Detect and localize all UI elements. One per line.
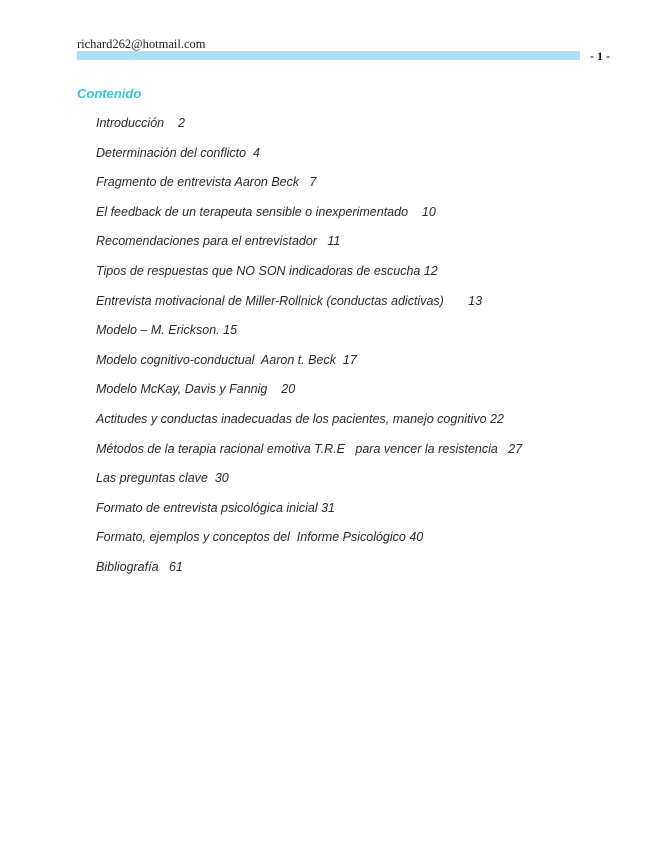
toc-item-modelo-cognitivo[interactable]: Modelo cognitivo-conductual Aaron t. Beck 17 xyxy=(96,352,357,367)
toc-item-metodos-tre[interactable]: Métodos de la terapia racional emotiva T.R.E para vencer la resistencia 27 xyxy=(96,441,523,456)
toc-title: Contenido xyxy=(77,86,142,101)
toc-item-formato-entrevista[interactable]: Formato de entrevista psicológica inicial 31 xyxy=(96,500,336,515)
toc-item-fragmento-entrevista[interactable]: Fragmento de entrevista Aaron Beck 7 xyxy=(96,175,317,190)
toc-item-determinacion-conflicto[interactable]: Determinación del conflicto 4 xyxy=(96,145,260,160)
toc-list xyxy=(96,114,636,588)
page-number: - 1 - xyxy=(590,49,610,63)
toc-item-preguntas-clave[interactable]: Las preguntas clave 30 xyxy=(96,471,229,486)
toc-item-modelo-mckay[interactable]: Modelo McKay, Davis y Fannig 20 xyxy=(96,382,296,397)
toc-item-entrevista-motivacional[interactable]: Entrevista motivacional de Miller-Rollnick (conductas adictivas) 13 xyxy=(96,293,483,308)
toc-item-bibliografia[interactable]: Bibliografía 61 xyxy=(96,559,183,574)
toc-item-modelo-erickson[interactable]: Modelo – M. Erickson. 15 xyxy=(96,323,238,338)
header-bar xyxy=(77,51,580,60)
header-email: richard262@hotmail.com xyxy=(77,37,206,51)
toc-item-actitudes-conductas[interactable]: Actitudes y conductas inadecuadas de los pacientes, manejo cognitivo 22 xyxy=(96,411,504,426)
toc-item-tipos-respuestas[interactable]: Tipos de respuestas que NO SON indicadoras de escucha 12 xyxy=(96,263,438,278)
toc-item-introduccion[interactable]: Introducción 2 xyxy=(96,116,185,130)
toc-item-feedback-terapeuta[interactable]: El feedback de un terapeuta sensible o inexperimentado 10 xyxy=(96,204,436,219)
toc-item-informe-psicologico[interactable]: Formato, ejemplos y conceptos del Informe Psicológico 40 xyxy=(96,530,424,545)
toc-item-recomendaciones[interactable]: Recomendaciones para el entrevistador 11 xyxy=(96,234,341,249)
